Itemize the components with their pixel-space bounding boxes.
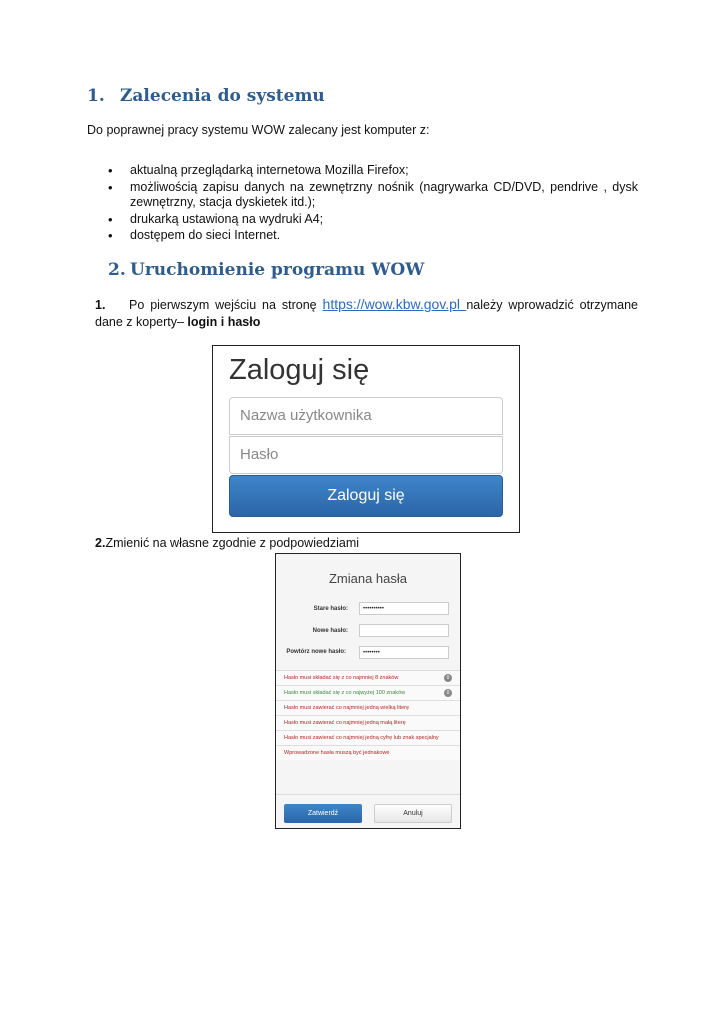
- confirm-button[interactable]: Zatwierdź: [284, 804, 362, 823]
- step-1-text-before: Po pierwszym wejściu na stronę: [129, 298, 323, 312]
- new-password-label: Nowe hasło:: [312, 628, 348, 634]
- intro-paragraph: Do poprawnej pracy systemu WOW zalecany jest komputer z:: [87, 123, 430, 137]
- list-item: • dostępem do sieci Internet.: [108, 228, 638, 244]
- step-2-text: Zmienić na własne zgodnie z podpowiedziami: [105, 536, 360, 550]
- step-1-text-after: należy wprowadzić otrzymane dane z koperty–: [95, 298, 638, 329]
- rule-text: Hasło musi zawierać co najmniej jedną cyfrę lub znak specjalny: [284, 735, 439, 741]
- change-password-screenshot: [275, 553, 461, 829]
- rule-badge: 0: [444, 674, 452, 682]
- repeat-password-label: Powtórz nowe hasło:: [286, 649, 346, 655]
- password-rules-list: [276, 670, 460, 760]
- new-password-input[interactable]: [359, 624, 449, 637]
- section-2-title: Uruchomienie programu WOW: [130, 260, 425, 280]
- step-2-paragraph: [95, 536, 359, 550]
- login-button[interactable]: Zaloguj się: [229, 475, 503, 517]
- step-1-number: 1.: [95, 298, 106, 312]
- list-item: • aktualną przeglądarką internetowa Mozilla Firefox;: [108, 163, 638, 179]
- rule-text: Hasło musi zawierać co najmniej jedną małą literę: [284, 720, 406, 726]
- password-input[interactable]: Hasło: [229, 436, 503, 474]
- cancel-button[interactable]: Anuluj: [374, 804, 452, 823]
- rule-text: Wprowadzone hasła muszą być jednakowe: [284, 750, 390, 756]
- list-item: [276, 715, 460, 730]
- list-item: [276, 745, 460, 760]
- list-item: • możliwością zapisu danych na zewnętrzny nośnik (nagrywarka CD/DVD, pendrive , dysk zewnętrzny, stacja dyskietek itd.);: [108, 180, 638, 211]
- change-password-title: Zmiana hasła: [328, 571, 408, 586]
- login-screenshot: [212, 345, 520, 533]
- rule-text: Hasło musi zawierać co najmniej jedną wielką literę: [284, 705, 410, 711]
- section-2-heading: [108, 260, 424, 280]
- list-item: [276, 685, 460, 700]
- old-password-label: Stare hasło:: [313, 606, 348, 612]
- rule-text: Hasło musi składać się z co najwyżej 100 znaków: [284, 690, 406, 696]
- list-item: [276, 730, 460, 745]
- step-2-number: 2.: [95, 536, 106, 550]
- section-1-number: 1.: [87, 86, 105, 106]
- step-1-paragraph: [95, 296, 638, 331]
- section-1-title: Zalecenia do systemu: [120, 86, 325, 106]
- section-2-number: 2.: [108, 260, 126, 280]
- repeat-password-input[interactable]: ••••••••: [359, 646, 449, 659]
- list-item: [276, 700, 460, 715]
- step-1-bold: login i hasło: [187, 315, 261, 329]
- list-item: [276, 670, 460, 685]
- login-title: Zaloguj się: [229, 354, 370, 386]
- list-item: • drukarką ustawioną na wydruki A4;: [108, 212, 638, 228]
- rule-badge: 0: [444, 689, 452, 697]
- old-password-input[interactable]: ••••••••••: [359, 602, 449, 615]
- section-1-heading: [87, 86, 325, 106]
- username-input[interactable]: Nazwa użytkownika: [229, 397, 503, 435]
- rule-text: Hasło musi składać się z co najmniej 8 znaków: [284, 675, 399, 681]
- requirements-list: [108, 163, 638, 245]
- change-password-footer: [276, 794, 460, 829]
- wow-link[interactable]: https://wow.kbw.gov.pl: [322, 296, 467, 312]
